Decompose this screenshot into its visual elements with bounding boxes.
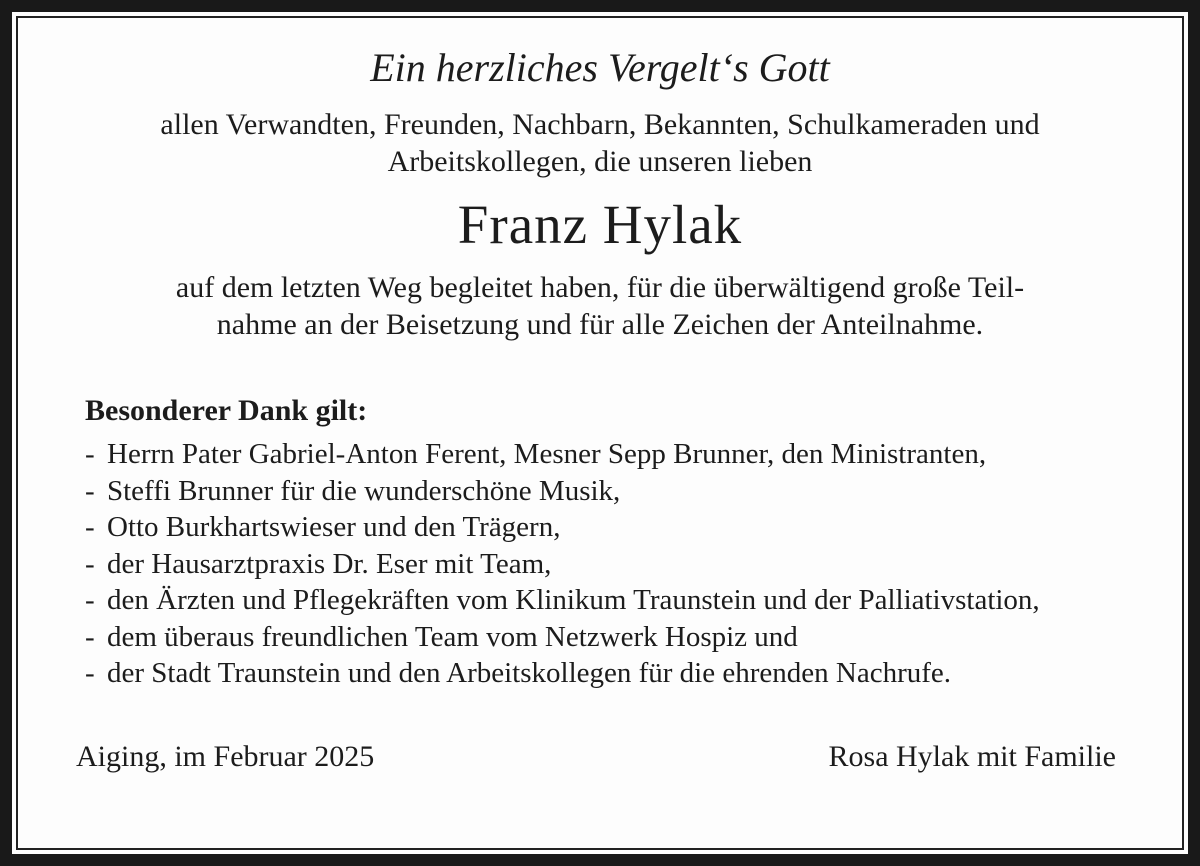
- thanks-list-item: [85, 582, 1080, 619]
- list-dash-marker: -: [85, 438, 95, 470]
- thanks-list-item-text: Herrn Pater Gabriel-Anton Ferent, Mesner Sepp Brunner, den Ministranten,: [107, 438, 987, 470]
- thanks-list-item-text: Otto Burkhartswieser und den Trägern,: [107, 511, 561, 543]
- closing-row: [18, 738, 1182, 775]
- thanks-list-item: [85, 436, 1080, 473]
- thanks-list-item-text: der Hausarztpraxis Dr. Eser mit Team,: [107, 547, 552, 580]
- intro-line-1: allen Verwandten, Freunden, Nachbarn, Bekannten, Schulkameraden und: [160, 108, 1040, 141]
- special-thanks-heading: Besonderer Dank gilt:: [85, 394, 368, 427]
- condolence-line-2: nahme an der Beisetzung und für alle Zeichen der Anteilnahme.: [216, 308, 984, 341]
- thanks-list-item: [85, 473, 1080, 510]
- condolence-paragraph: [176, 269, 1024, 343]
- thanks-list-item: [85, 655, 1080, 692]
- place-and-date: Aiging, im Februar 2025: [76, 739, 375, 773]
- signature: Rosa Hylak mit Familie: [828, 739, 1116, 773]
- deceased-name: Franz Hylak: [457, 194, 743, 255]
- special-thanks-section: [18, 393, 1182, 692]
- thanks-list-item-text: Steffi Brunner für die wunderschöne Musik,: [107, 474, 621, 507]
- list-dash-marker: -: [85, 547, 95, 580]
- thanks-list-item: [85, 509, 1080, 546]
- list-dash-marker: -: [85, 474, 95, 507]
- list-dash-marker: -: [85, 584, 95, 616]
- list-dash-marker: -: [85, 511, 95, 543]
- thanks-list-item-text: den Ärzten und Pflegekräften vom Klinikum Traunstein und der Palliativstation,: [107, 584, 1040, 616]
- thanks-list-item-text: dem überaus freundlichen Team vom Netzwerk Hospiz und: [107, 620, 798, 653]
- thanks-list-item-text: der Stadt Traunstein und den Arbeitskollegen für die ehrenden Nachrufe.: [107, 657, 952, 689]
- condolence-line-1: auf dem letzten Weg begleitet haben, für die überwältigend große Teil-: [175, 271, 1025, 304]
- intro-line-2: Arbeitskollegen, die unseren lieben: [387, 145, 813, 178]
- list-dash-marker: -: [85, 657, 95, 689]
- thanks-list-item: [85, 619, 1080, 656]
- special-thanks-list: [85, 436, 1080, 692]
- notice-title: Ein herzliches Vergelt‘s Gott: [370, 45, 830, 90]
- list-dash-marker: -: [85, 620, 95, 653]
- notice-content: [18, 18, 1182, 848]
- thanks-list-item: [85, 546, 1080, 583]
- intro-paragraph: [160, 106, 1039, 180]
